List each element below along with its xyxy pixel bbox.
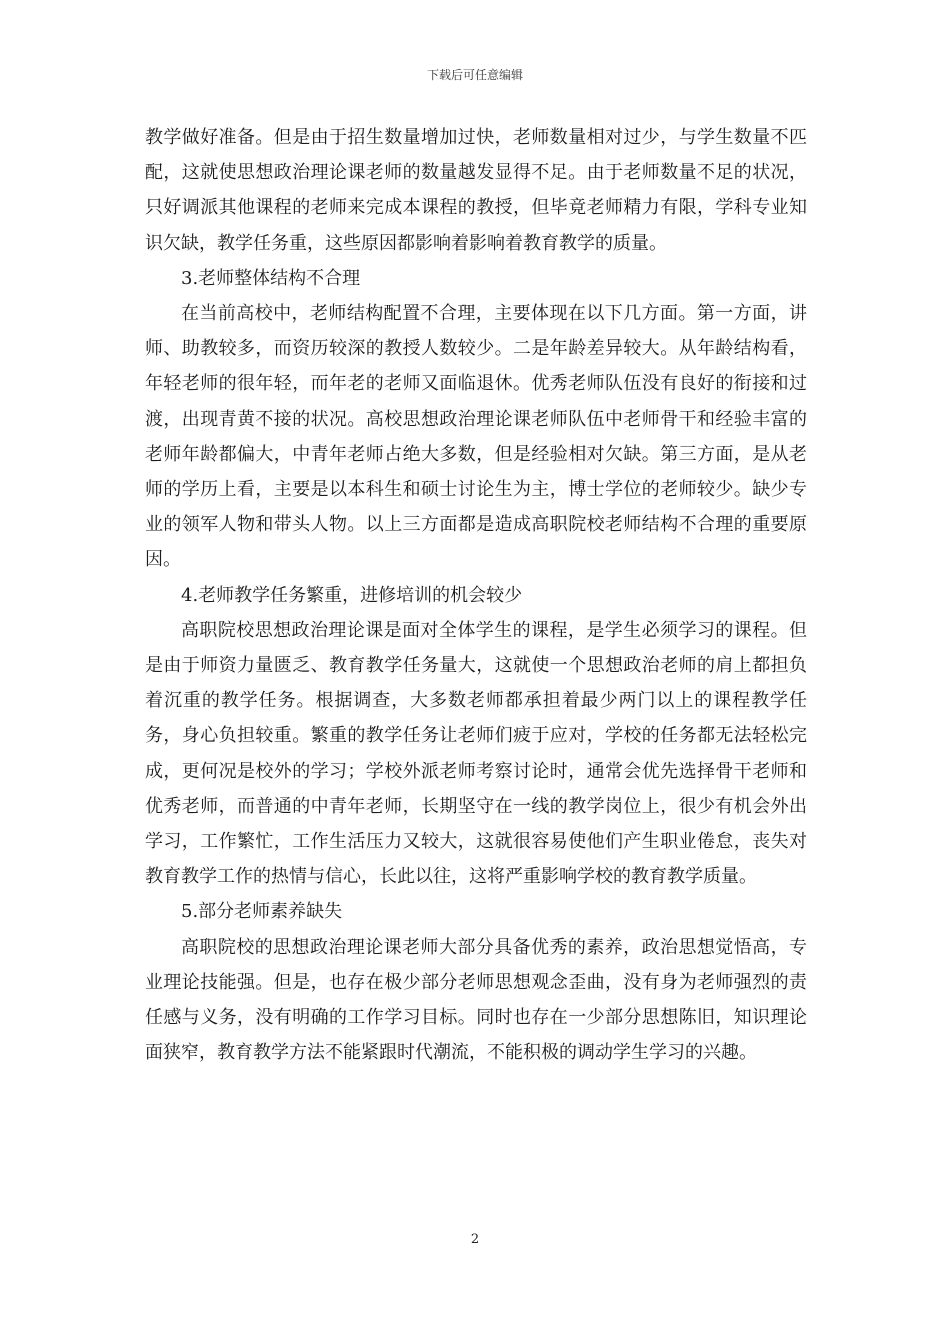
paragraph-continued: 教学做好准备。但是由于招生数量增加过快，老师数量相对过少，与学生数量不匹配，这就使思想政治理论课老师的数量越发显得不足。由于老师数量不足的状况，只好调派其他课程的老师来完成本课程的教授，但毕竟老师精力有限，学科专业知识欠缺，教学任务重，这些原因都影响着影响着教育教学的质量。 [145,127,807,254]
paragraph-teacher-quality: 高职院校的思想政治理论课老师大部分具备优秀的素养，政治思想觉悟高，专业理论技能强。但是，也存在极少部分老师思想观念歪曲，没有身为老师强烈的责任感与义务，没有明确的工作学习目标。同时也存在一少部分思想陈旧，知识理论面狭窄，教育教学方法不能紧跟时代潮流，不能积极的调动学生学习的兴趣。 [145,936,807,1064]
paragraph-teaching-workload: 高职院校思想政治理论课是面对全体学生的课程，是学生必须学习的课程。但是由于师资力量匮乏、教育教学任务量大，这就使一个思想政治老师的肩上都担负着沉重的教学任务。根据调查，大多数老师都承担着最少两门以上的课程教学任务，身心负担较重。繁重的教学任务让老师们疲于应对，学校的任务都无法轻松完成，更何况是校外的学习；学校外派老师考察讨论时，通常会优先选择骨干老师和优秀老师，而普通的中青年老师，长期坚守在一线的教学岗位上，很少有机会外出学习，工作繁忙，工作生活压力又较大，这就很容易使他们产生职业倦怠，丧失对教育教学工作的热情与信心，长此以往，这将严重影响学校的教育教学质量。 [145,619,807,888]
section-heading-4: 4.老师教学任务繁重，进修培训的机会较少 [181,584,523,606]
section-heading-3: 3.老师整体结构不合理 [181,267,361,289]
document-body [145,120,807,1070]
page-number: 2 [470,1232,480,1247]
section-heading-5: 5.部分老师素养缺失 [181,901,343,923]
paragraph-teacher-structure: 在当前高校中，老师结构配置不合理，主要体现在以下几方面。第一方面，讲师、助教较多，而资历较深的教授人数较少。二是年龄差异较大。从年龄结构看，年轻老师的很年轻，而年老的老师又面临退休。优秀老师队伍没有良好的衔接和过渡，出现青黄不接的状况。高校思想政治理论课老师队伍中老师骨干和经验丰富的老师年龄都偏大，中青年老师占绝大多数，但是经验相对欠缺。第三方面，是从老师的学历上看，主要是以本科生和硕士讨论生为主，博士学位的老师较少。缺少专业的领军人物和带头人物。以上三方面都是造成高职院校老师结构不合理的重要原因。 [145,303,807,571]
page-header: 下载后可任意编辑 [426,68,523,82]
